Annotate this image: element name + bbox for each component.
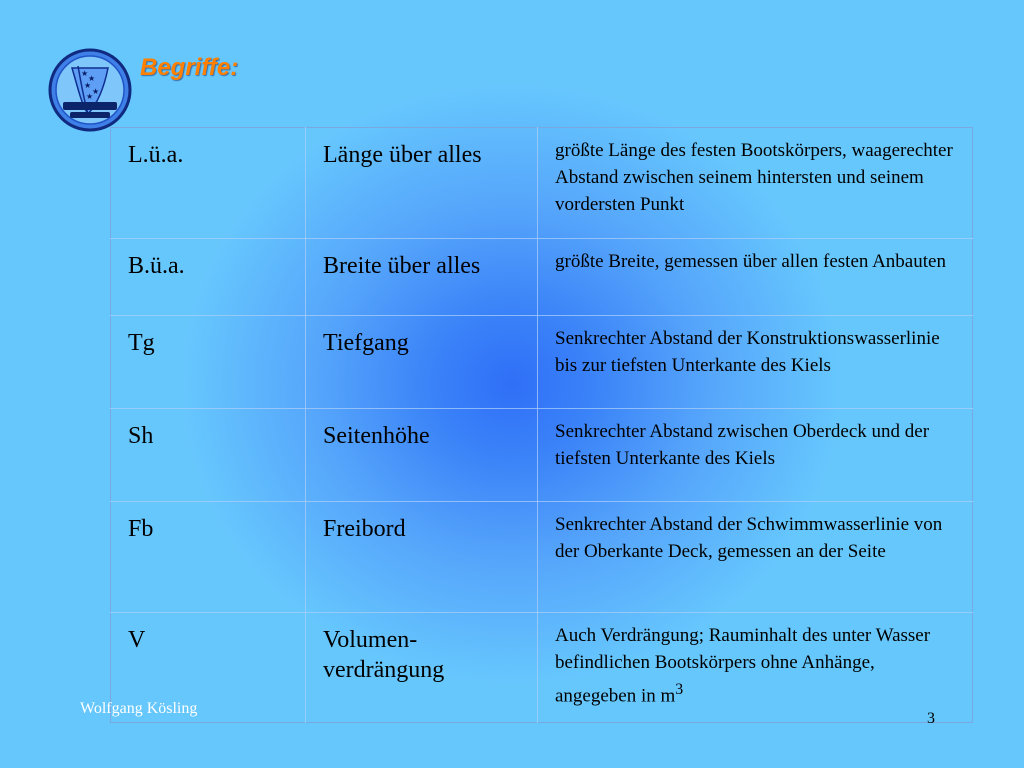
- term-abbreviation: Fb: [111, 502, 306, 613]
- term-abbreviation: B.ü.a.: [111, 239, 306, 316]
- svg-text:★: ★: [88, 74, 96, 83]
- term-name: Tiefgang: [306, 316, 538, 409]
- svg-text:★: ★: [81, 69, 89, 78]
- table-row: [111, 316, 973, 409]
- term-description: Senkrechter Abstand zwischen Oberdeck und der tiefsten Unterkante des Kiels: [538, 409, 973, 502]
- page-number: 3: [927, 710, 935, 727]
- slide-title: Begriffe:: [140, 54, 239, 81]
- table-row: [111, 613, 973, 723]
- terms-table: [110, 127, 973, 723]
- svg-text:★: ★: [92, 87, 100, 96]
- table-row: [111, 502, 973, 613]
- svg-text:★: ★: [84, 81, 92, 90]
- term-name: Breite über alles: [306, 239, 538, 316]
- term-name: Volumen-verdrängung: [306, 613, 538, 723]
- term-description: größte Länge des festen Bootskörpers, waagerechter Abstand zwischen seinem hintersten und seinem vordersten Punkt: [538, 128, 973, 239]
- table-row: [111, 128, 973, 239]
- term-name: Freibord: [306, 502, 538, 613]
- table-row: [111, 239, 973, 316]
- term-name: Seitenhöhe: [306, 409, 538, 502]
- svg-text:★: ★: [86, 92, 94, 101]
- footer-author: Wolfgang Kösling: [80, 700, 198, 717]
- term-description: Senkrechter Abstand der Konstruktionswasserlinie bis zur tiefsten Unterkante des Kiels: [538, 316, 973, 409]
- term-abbreviation: V: [111, 613, 306, 723]
- term-abbreviation: Tg: [111, 316, 306, 409]
- club-logo-icon: [48, 48, 132, 132]
- term-description: [538, 613, 973, 723]
- table-row: [111, 409, 973, 502]
- unit-exponent: 3: [675, 681, 684, 698]
- term-abbreviation: L.ü.a.: [111, 128, 306, 239]
- term-description-text: Auch Verdrängung; Rauminhalt des unter Wasser befindlichen Bootskörpers ohne Anhänge, angegeben in m: [555, 625, 931, 707]
- term-description: Senkrechter Abstand der Schwimmwasserlinie von der Oberkante Deck, gemessen an der Seite: [538, 502, 973, 613]
- term-name: Länge über alles: [306, 128, 538, 239]
- term-abbreviation: Sh: [111, 409, 306, 502]
- term-description: größte Breite, gemessen über allen festen Anbauten: [538, 239, 973, 316]
